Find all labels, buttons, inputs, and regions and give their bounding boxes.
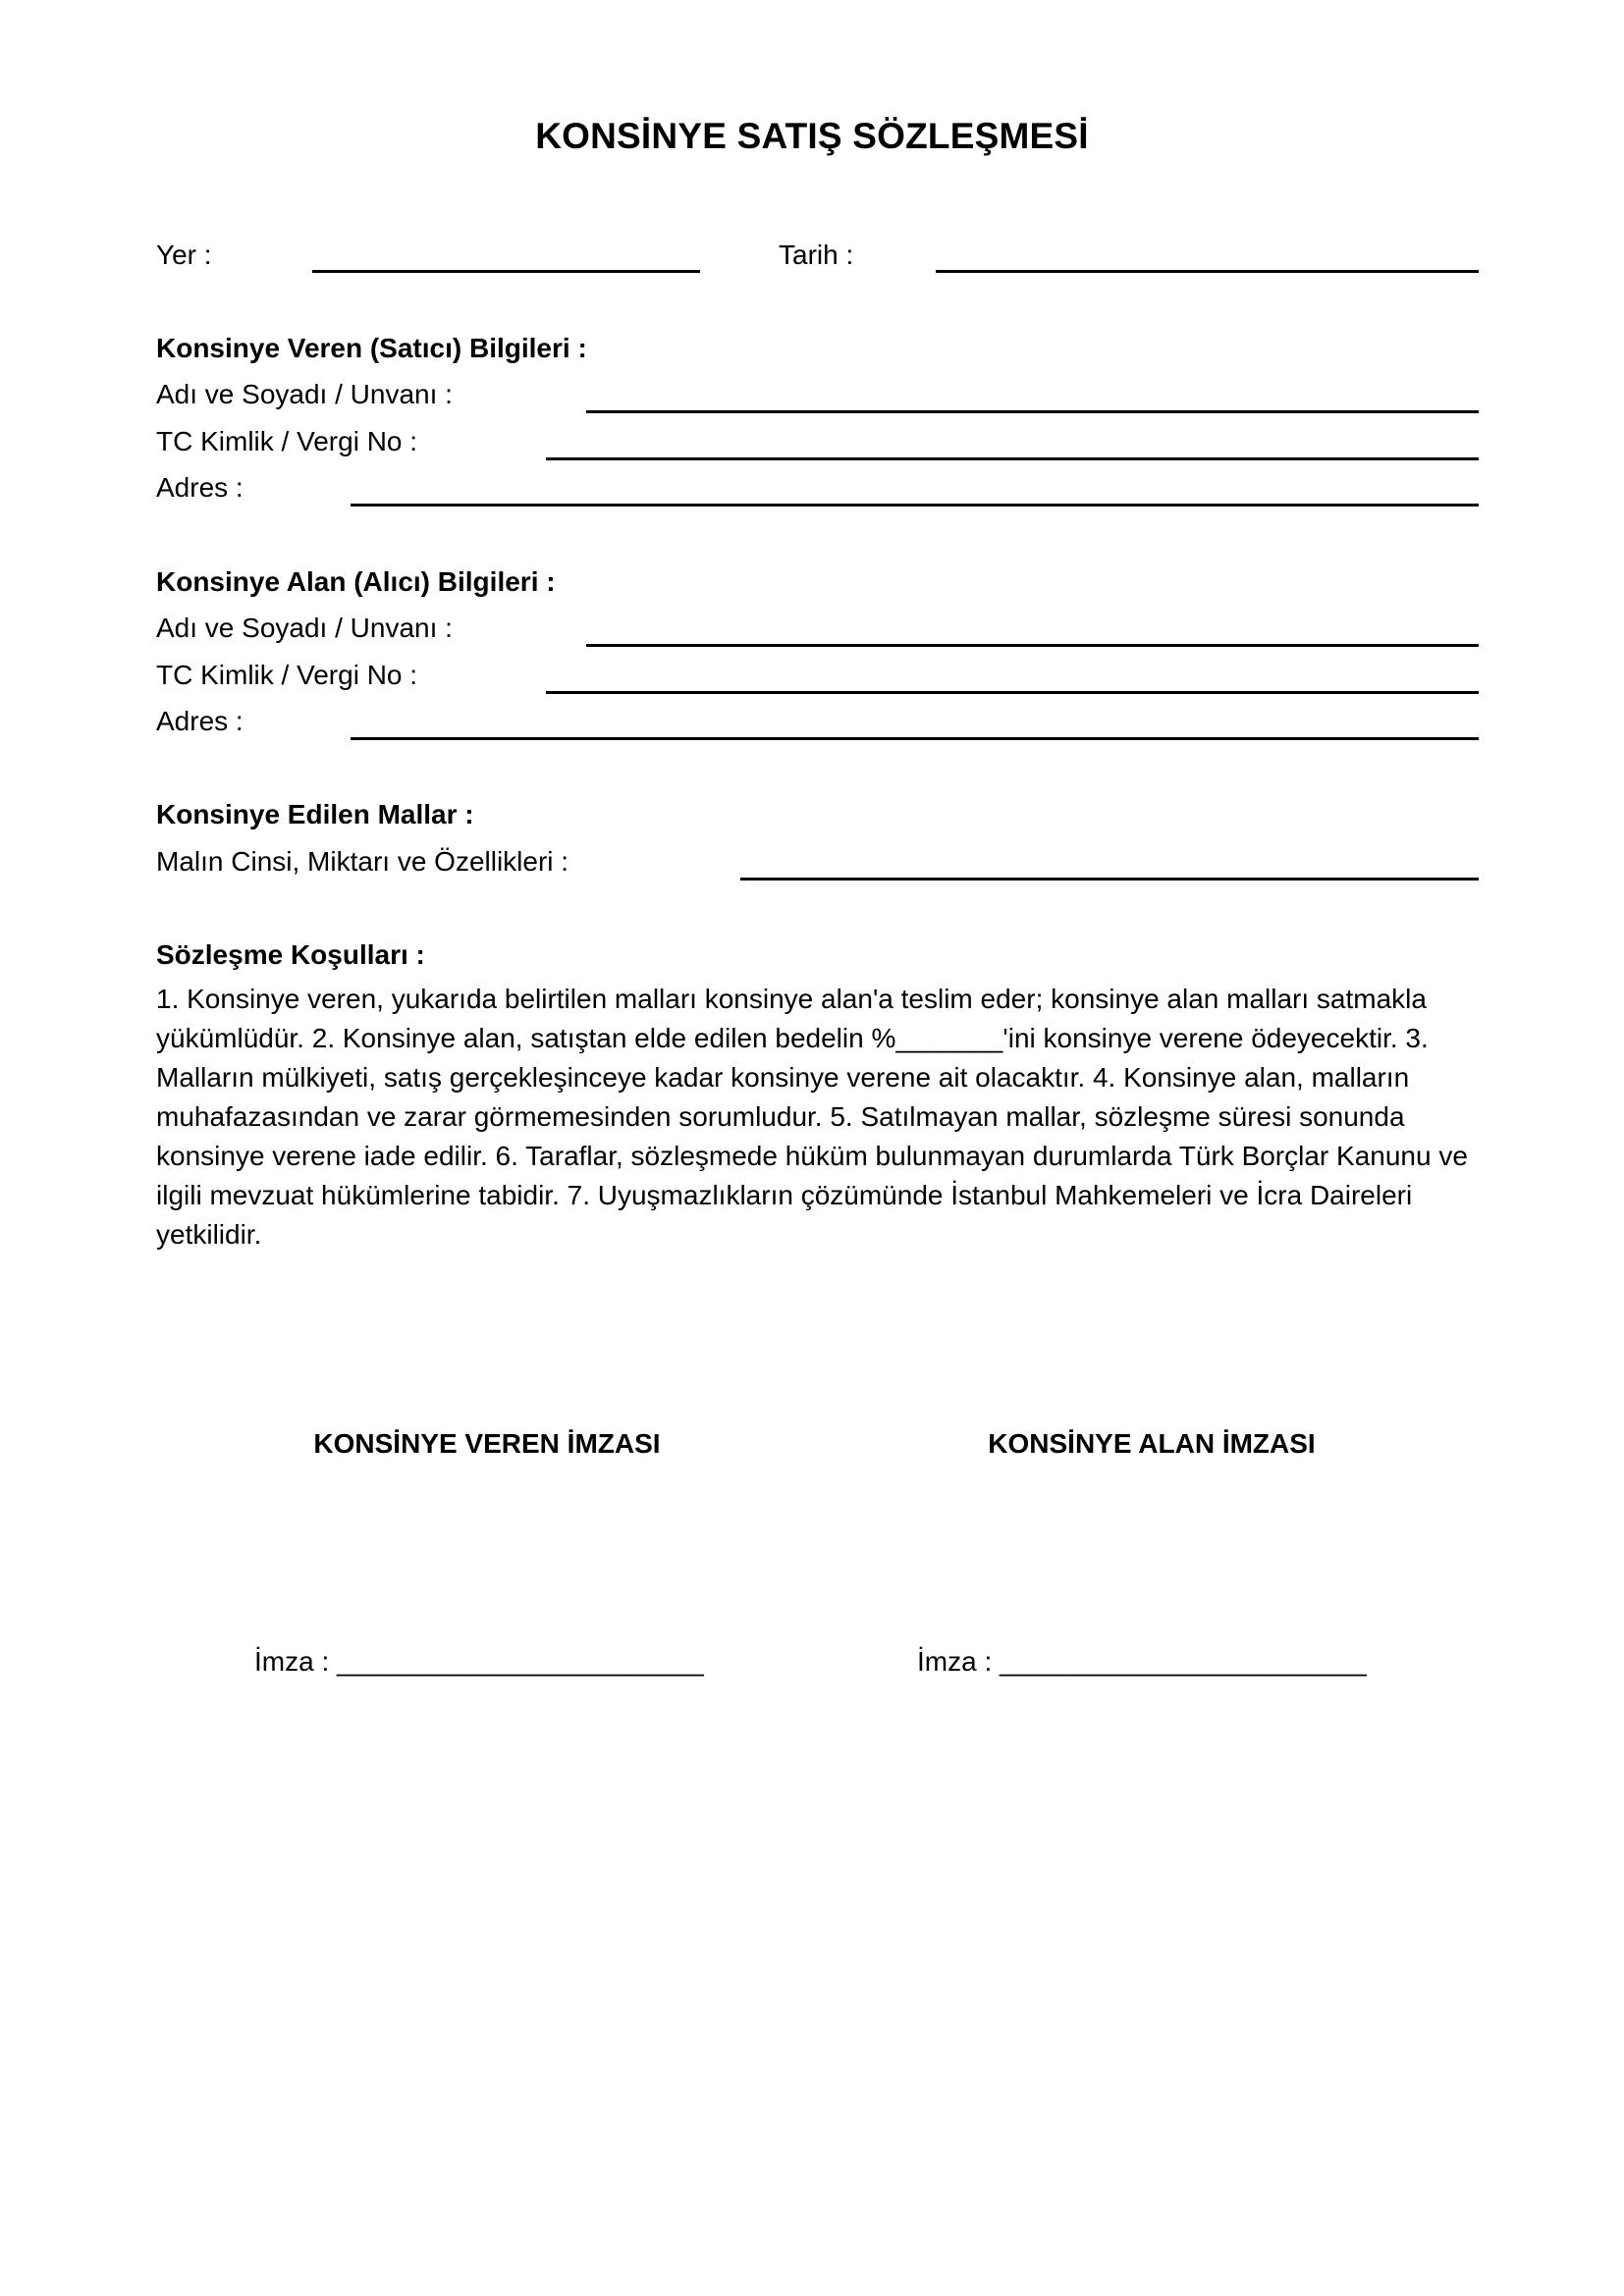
consignor-id-field-line[interactable] xyxy=(546,457,1479,460)
goods-heading: Konsinye Edilen Mallar : xyxy=(156,799,474,829)
consignor-signature-line[interactable]: İmza : ________________________ xyxy=(254,1646,704,1677)
consignee-signature-line[interactable]: İmza : ________________________ xyxy=(917,1646,1367,1677)
place-label: Yer : xyxy=(156,240,212,270)
date-label: Tarih : xyxy=(779,240,854,270)
consignee-address-label: Adres : xyxy=(156,706,244,736)
date-field-line[interactable] xyxy=(936,270,1479,273)
consignor-id-label: TC Kimlik / Vergi No : xyxy=(156,426,418,456)
document-title: KONSİNYE SATIŞ SÖZLEŞMESİ xyxy=(535,116,1089,156)
terms-heading: Sözleşme Koşulları : xyxy=(156,939,425,970)
consignee-heading: Konsinye Alan (Alıcı) Bilgileri : xyxy=(156,566,556,597)
consignee-name-label: Adı ve Soyadı / Unvanı : xyxy=(156,613,453,643)
place-field-line[interactable] xyxy=(312,270,700,273)
consignee-name-field-line[interactable] xyxy=(586,644,1479,647)
consignee-address-field-line[interactable] xyxy=(351,737,1479,740)
consignor-signature-heading: KONSİNYE VEREN İMZASI xyxy=(313,1428,661,1459)
consignor-name-field-line[interactable] xyxy=(586,410,1479,413)
consignee-signature-heading: KONSİNYE ALAN İMZASI xyxy=(988,1428,1316,1459)
consignor-address-label: Adres : xyxy=(156,472,244,503)
consignor-name-label: Adı ve Soyadı / Unvanı : xyxy=(156,379,453,409)
consignee-id-field-line[interactable] xyxy=(546,691,1479,694)
consignee-id-label: TC Kimlik / Vergi No : xyxy=(156,660,418,690)
consignor-address-field-line[interactable] xyxy=(351,504,1479,507)
goods-details-field-line[interactable] xyxy=(740,878,1479,881)
goods-details-label: Malın Cinsi, Miktarı ve Özellikleri : xyxy=(156,846,569,877)
terms-paragraph: 1. Konsinye veren, yukarıda belirtilen malları konsinye alan'a teslim eder; konsinye alan malları satmakla yükümlüdür. 2. Konsinye alan, satıştan elde edilen bedelin %_______'ini konsinye verene ödeyecektir. 3. Malların mülkiyeti, satış gerçekleşinceye kadar konsinye verene ait olacaktır. 4. Konsinye alan, malların muhafazasından ve zarar görmemesinden sorumludur. 5. Satılmayan mallar, sözleşme süresi sonunda konsinye verene iade edilir. 6. Taraflar, sözleşmede hüküm bulunmayan durumlarda Türk Borçlar Kanunu ve ilgili mevzuat hükümlerine tabidir. 7. Uyuşmazlıkların çözümünde İstanbul Mahkemeleri ve İcra Daireleri yetkilidir. xyxy=(156,984,1468,1250)
consignor-heading: Konsinye Veren (Satıcı) Bilgileri : xyxy=(156,333,587,363)
